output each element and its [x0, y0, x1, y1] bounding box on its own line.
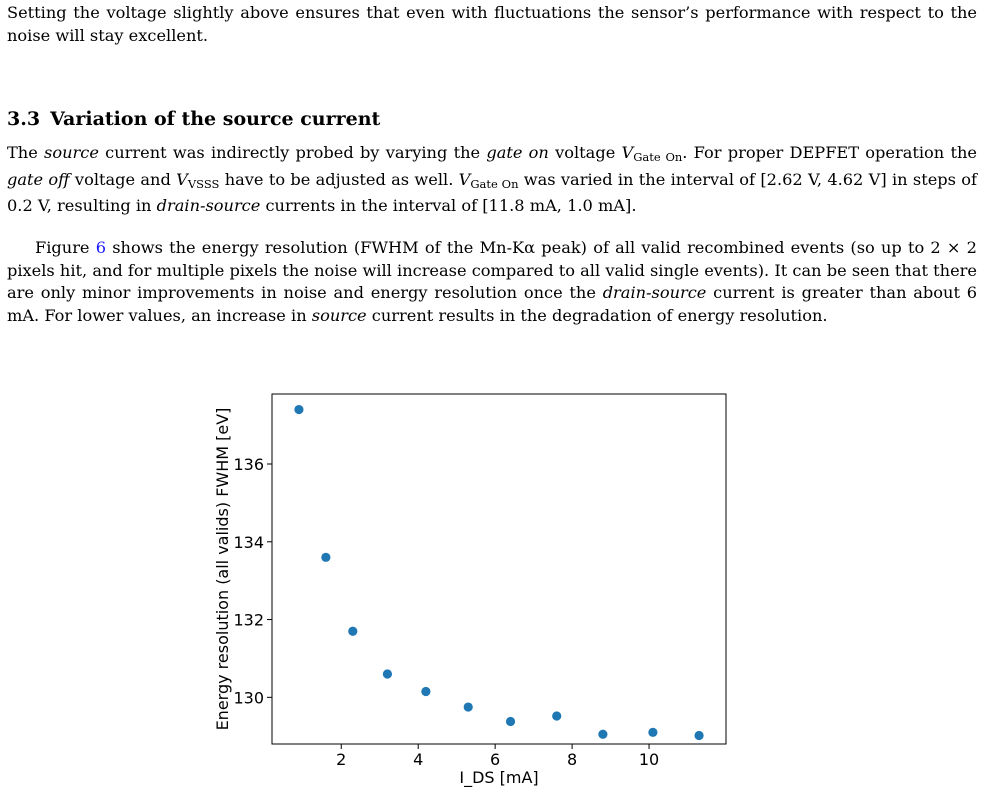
data-point — [421, 687, 430, 696]
text-run: currents in the interval of [11.8 mA, 1.0 mA]. — [260, 196, 637, 215]
data-point — [383, 669, 392, 678]
x-axis-ticks — [336, 744, 659, 769]
emphasis-text: drain-source — [602, 283, 707, 302]
text-run: current is greater than about 6 mA. For lower values, an increase in — [7, 283, 977, 325]
y-tick-label: 132 — [233, 610, 264, 630]
data-points — [294, 405, 703, 740]
x-tick-label: 8 — [567, 750, 578, 769]
data-point — [552, 711, 561, 720]
data-point — [694, 731, 703, 740]
math-subscript: VSSS — [187, 176, 220, 191]
emphasis-text: gate off — [7, 169, 70, 189]
text-run: current results in the degradation of energy resolution. — [366, 305, 828, 325]
figure-reference-link[interactable]: 6 — [95, 238, 107, 257]
text-run: current was indirectly probed by varying the — [98, 143, 487, 162]
math-subscript: Gate On — [470, 176, 519, 191]
emphasis-text: source — [311, 305, 367, 325]
data-point — [506, 717, 515, 726]
x-axis-label: I_DS [mA] — [459, 768, 539, 787]
text-run: voltage — [548, 143, 622, 162]
text-run: shows the energy resolution (FWHM of the Mn-Kα peak) of all valid recombined events (so up to 2 × 2 pixels hit, and for multiple pixels the noise will increase compared to all valid single events). It can be seen that there are only minor improvements in noise and energy resolution once the — [7, 238, 977, 302]
x-tick-label: 2 — [336, 750, 347, 769]
data-point — [294, 405, 303, 414]
text-run: . For proper DEPFET operation the — [682, 143, 977, 162]
math-subscript: Gate On — [633, 150, 683, 164]
text-run: was varied in the interval of [2.62 V, 4.62 V] in steps of 0.2 V, resulting in — [7, 169, 977, 215]
y-tick-label: 130 — [233, 688, 264, 708]
data-point — [348, 627, 357, 636]
x-tick-label: 6 — [490, 750, 501, 769]
text-run: The — [7, 143, 45, 162]
plot-frame — [272, 394, 726, 744]
math-symbol: V — [621, 143, 634, 162]
emphasis-text: gate on — [486, 143, 549, 162]
y-axis-label: Energy resolution (all valids) FWHM [eV] — [213, 407, 232, 731]
emphasis-text: drain-source — [156, 196, 261, 215]
y-tick-label: 136 — [233, 455, 264, 474]
data-point — [598, 730, 607, 739]
text-run: Figure — [35, 238, 96, 257]
y-tick-label: 134 — [233, 532, 264, 552]
text-run: voltage and — [69, 169, 177, 189]
math-symbol: V — [176, 169, 188, 189]
section-number: 3.3 — [7, 108, 41, 130]
math-symbol: V — [458, 169, 471, 189]
x-tick-label: 4 — [413, 750, 424, 769]
data-point — [321, 553, 330, 562]
y-axis-ticks — [233, 455, 272, 707]
text-run: have to be adjusted as well. — [219, 169, 459, 189]
x-tick-label: 10 — [638, 750, 660, 769]
data-point — [464, 702, 473, 711]
section-title: Variation of the source current — [50, 108, 381, 130]
intro-paragraph: Setting the voltage slightly above ensures that even with fluctuations the sensor’s performance with respect to the noise will stay excellent. — [7, 3, 977, 45]
data-point — [648, 728, 657, 737]
emphasis-text: source — [44, 143, 99, 162]
